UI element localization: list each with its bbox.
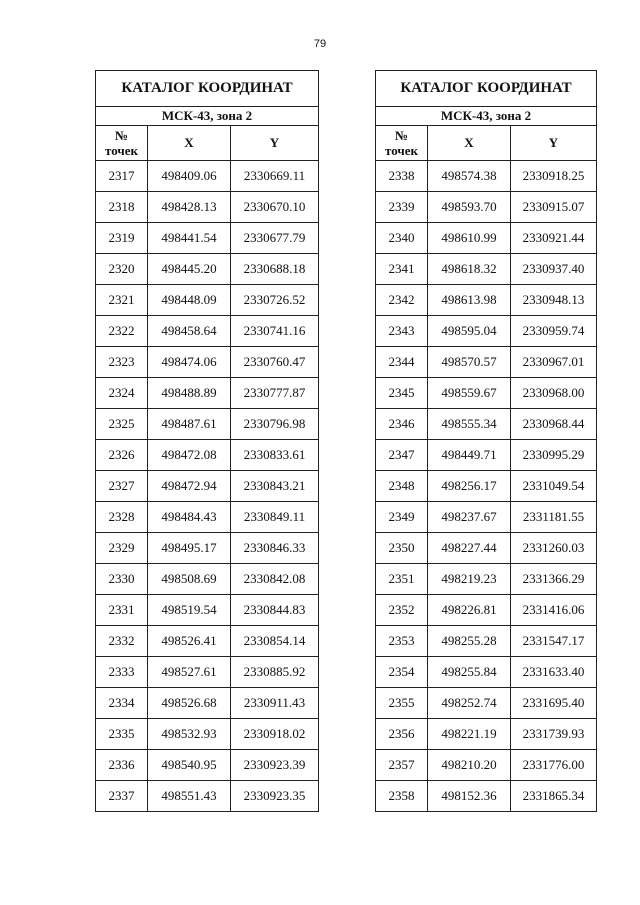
- y-coordinate-cell: 2330760.47: [231, 347, 319, 378]
- table-row: [376, 657, 597, 688]
- table-row: [96, 688, 319, 719]
- point-number-cell: 2329: [96, 533, 148, 564]
- table-row: [96, 471, 319, 502]
- y-coordinate-cell: 2330842.08: [231, 564, 319, 595]
- point-number-cell: 2319: [96, 223, 148, 254]
- table-row: [96, 161, 319, 192]
- catalog-title: КАТАЛОГ КООРДИНАТ: [96, 71, 319, 107]
- y-coordinate-cell: 2331416.06: [511, 595, 597, 626]
- y-coordinate-cell: 2330677.79: [231, 223, 319, 254]
- table-row: [376, 254, 597, 285]
- x-coordinate-cell: 498526.68: [148, 688, 231, 719]
- y-coordinate-cell: 2331695.40: [511, 688, 597, 719]
- y-coordinate-cell: 2330968.44: [511, 409, 597, 440]
- table-row: [96, 223, 319, 254]
- x-coordinate-cell: 498532.93: [148, 719, 231, 750]
- point-number-cell: 2324: [96, 378, 148, 409]
- y-coordinate-cell: 2330670.10: [231, 192, 319, 223]
- point-number-cell: 2335: [96, 719, 148, 750]
- table-row: [376, 316, 597, 347]
- point-number-cell: 2342: [376, 285, 428, 316]
- point-number-cell: 2328: [96, 502, 148, 533]
- point-number-cell: 2334: [96, 688, 148, 719]
- point-number-cell: 2331: [96, 595, 148, 626]
- y-coordinate-cell: 2330923.35: [231, 781, 319, 812]
- table-row: [376, 409, 597, 440]
- table-row: [96, 626, 319, 657]
- y-coordinate-cell: 2330726.52: [231, 285, 319, 316]
- point-number-cell: 2356: [376, 719, 428, 750]
- y-coordinate-cell: 2330968.00: [511, 378, 597, 409]
- table-row: [96, 533, 319, 564]
- point-number-cell: 2344: [376, 347, 428, 378]
- y-header: Y: [231, 126, 319, 161]
- x-coordinate-cell: 498527.61: [148, 657, 231, 688]
- point-number-cell: 2332: [96, 626, 148, 657]
- table-row: [376, 347, 597, 378]
- point-number-cell: 2346: [376, 409, 428, 440]
- point-number-cell: 2345: [376, 378, 428, 409]
- point-number-cell: 2354: [376, 657, 428, 688]
- x-coordinate-cell: 498488.89: [148, 378, 231, 409]
- x-coordinate-cell: 498255.84: [428, 657, 511, 688]
- y-coordinate-cell: 2331049.54: [511, 471, 597, 502]
- point-number-cell: 2321: [96, 285, 148, 316]
- y-coordinate-cell: 2330918.25: [511, 161, 597, 192]
- catalog-body: [96, 161, 319, 812]
- point-number-cell: 2347: [376, 440, 428, 471]
- table-row: [96, 781, 319, 812]
- page-number: 79: [313, 38, 327, 50]
- x-coordinate-cell: 498519.54: [148, 595, 231, 626]
- point-number-cell: 2351: [376, 564, 428, 595]
- y-coordinate-cell: 2330918.02: [231, 719, 319, 750]
- x-coordinate-cell: 498474.06: [148, 347, 231, 378]
- y-coordinate-cell: 2330777.87: [231, 378, 319, 409]
- point-number-cell: 2350: [376, 533, 428, 564]
- point-number-cell: 2318: [96, 192, 148, 223]
- point-number-cell: 2323: [96, 347, 148, 378]
- y-coordinate-cell: 2330688.18: [231, 254, 319, 285]
- point-number-cell: 2320: [96, 254, 148, 285]
- table-row: [376, 688, 597, 719]
- x-coordinate-cell: 498495.17: [148, 533, 231, 564]
- point-number-symbol: №: [114, 128, 129, 143]
- table-row: [96, 719, 319, 750]
- y-coordinate-cell: 2331865.34: [511, 781, 597, 812]
- y-coordinate-cell: 2330948.13: [511, 285, 597, 316]
- x-coordinate-cell: 498441.54: [148, 223, 231, 254]
- y-header: Y: [511, 126, 597, 161]
- table-row: [376, 626, 597, 657]
- x-coordinate-cell: 498409.06: [148, 161, 231, 192]
- x-coordinate-cell: 498574.38: [428, 161, 511, 192]
- table-row: [376, 750, 597, 781]
- table-row: [376, 192, 597, 223]
- x-coordinate-cell: 498484.43: [148, 502, 231, 533]
- y-coordinate-cell: 2331181.55: [511, 502, 597, 533]
- point-number-cell: 2349: [376, 502, 428, 533]
- y-coordinate-cell: 2330849.11: [231, 502, 319, 533]
- point-number-cell: 2358: [376, 781, 428, 812]
- point-number-cell: 2336: [96, 750, 148, 781]
- table-row: [376, 502, 597, 533]
- x-header: X: [428, 126, 511, 161]
- x-coordinate-cell: 498445.20: [148, 254, 231, 285]
- y-coordinate-cell: 2331633.40: [511, 657, 597, 688]
- y-coordinate-cell: 2331776.00: [511, 750, 597, 781]
- table-row: [376, 285, 597, 316]
- x-coordinate-cell: 498595.04: [428, 316, 511, 347]
- y-coordinate-cell: 2330921.44: [511, 223, 597, 254]
- table-row: [96, 657, 319, 688]
- x-coordinate-cell: 498226.81: [428, 595, 511, 626]
- x-coordinate-cell: 498570.57: [428, 347, 511, 378]
- coordinate-catalog-left: [95, 70, 319, 812]
- table-row: [96, 750, 319, 781]
- point-number-cell: 2326: [96, 440, 148, 471]
- table-row: [96, 595, 319, 626]
- table-row: [96, 409, 319, 440]
- table-row: [376, 223, 597, 254]
- x-coordinate-cell: 498487.61: [148, 409, 231, 440]
- point-number-cell: 2333: [96, 657, 148, 688]
- catalog-body: [376, 161, 597, 812]
- table-row: [376, 533, 597, 564]
- table-row: [96, 564, 319, 595]
- x-coordinate-cell: 498255.28: [428, 626, 511, 657]
- x-coordinate-cell: 498221.19: [428, 719, 511, 750]
- y-coordinate-cell: 2330967.01: [511, 347, 597, 378]
- point-number-cell: 2353: [376, 626, 428, 657]
- table-row: [96, 378, 319, 409]
- y-coordinate-cell: 2331366.29: [511, 564, 597, 595]
- y-coordinate-cell: 2330911.43: [231, 688, 319, 719]
- x-coordinate-cell: 498256.17: [428, 471, 511, 502]
- point-number-cell: 2327: [96, 471, 148, 502]
- point-number-cell: 2341: [376, 254, 428, 285]
- y-coordinate-cell: 2330669.11: [231, 161, 319, 192]
- x-coordinate-cell: 498227.44: [428, 533, 511, 564]
- table-row: [96, 347, 319, 378]
- x-coordinate-cell: 498610.99: [428, 223, 511, 254]
- x-coordinate-cell: 498613.98: [428, 285, 511, 316]
- x-coordinate-cell: 498551.43: [148, 781, 231, 812]
- x-coordinate-cell: 498559.67: [428, 378, 511, 409]
- x-coordinate-cell: 498449.71: [428, 440, 511, 471]
- y-coordinate-cell: 2330885.92: [231, 657, 319, 688]
- x-header: X: [148, 126, 231, 161]
- y-coordinate-cell: 2330915.07: [511, 192, 597, 223]
- x-coordinate-cell: 498472.08: [148, 440, 231, 471]
- point-number-cell: 2338: [376, 161, 428, 192]
- point-number-cell: 2355: [376, 688, 428, 719]
- y-coordinate-cell: 2330796.98: [231, 409, 319, 440]
- table-row: [96, 192, 319, 223]
- table-row: [96, 285, 319, 316]
- point-number-cell: 2348: [376, 471, 428, 502]
- x-coordinate-cell: 498458.64: [148, 316, 231, 347]
- y-coordinate-cell: 2330854.14: [231, 626, 319, 657]
- coordinate-catalog-right: [375, 70, 597, 812]
- point-number-header: [96, 126, 148, 161]
- y-coordinate-cell: 2330843.21: [231, 471, 319, 502]
- x-coordinate-cell: 498210.20: [428, 750, 511, 781]
- y-coordinate-cell: 2331739.93: [511, 719, 597, 750]
- point-number-cell: 2357: [376, 750, 428, 781]
- y-coordinate-cell: 2331547.17: [511, 626, 597, 657]
- y-coordinate-cell: 2330741.16: [231, 316, 319, 347]
- point-number-cell: 2343: [376, 316, 428, 347]
- table-row: [376, 595, 597, 626]
- x-coordinate-cell: 498448.09: [148, 285, 231, 316]
- x-coordinate-cell: 498252.74: [428, 688, 511, 719]
- point-number-cell: 2337: [96, 781, 148, 812]
- point-number-cell: 2339: [376, 192, 428, 223]
- x-coordinate-cell: 498219.23: [428, 564, 511, 595]
- table-row: [376, 440, 597, 471]
- x-coordinate-cell: 498237.67: [428, 502, 511, 533]
- point-number-cell: 2322: [96, 316, 148, 347]
- x-coordinate-cell: 498428.13: [148, 192, 231, 223]
- catalog-subtitle: МСК-43, зона 2: [96, 107, 319, 126]
- x-coordinate-cell: 498152.36: [428, 781, 511, 812]
- table-row: [96, 440, 319, 471]
- table-row: [376, 378, 597, 409]
- table-row: [96, 254, 319, 285]
- y-coordinate-cell: 2330844.83: [231, 595, 319, 626]
- point-number-cell: 2340: [376, 223, 428, 254]
- y-coordinate-cell: 2330995.29: [511, 440, 597, 471]
- point-number-label: точек: [385, 143, 418, 158]
- table-row: [96, 502, 319, 533]
- y-coordinate-cell: 2330937.40: [511, 254, 597, 285]
- table-row: [376, 564, 597, 595]
- y-coordinate-cell: 2330959.74: [511, 316, 597, 347]
- point-number-cell: 2352: [376, 595, 428, 626]
- y-coordinate-cell: 2330833.61: [231, 440, 319, 471]
- x-coordinate-cell: 498618.32: [428, 254, 511, 285]
- x-coordinate-cell: 498593.70: [428, 192, 511, 223]
- x-coordinate-cell: 498526.41: [148, 626, 231, 657]
- x-coordinate-cell: 498508.69: [148, 564, 231, 595]
- point-number-cell: 2317: [96, 161, 148, 192]
- point-number-label: точек: [105, 143, 138, 158]
- catalog-title: КАТАЛОГ КООРДИНАТ: [376, 71, 597, 107]
- x-coordinate-cell: 498472.94: [148, 471, 231, 502]
- point-number-cell: 2325: [96, 409, 148, 440]
- table-row: [376, 471, 597, 502]
- table-row: [376, 781, 597, 812]
- table-row: [96, 316, 319, 347]
- y-coordinate-cell: 2330923.39: [231, 750, 319, 781]
- catalog-subtitle: МСК-43, зона 2: [376, 107, 597, 126]
- x-coordinate-cell: 498540.95: [148, 750, 231, 781]
- point-number-header: [376, 126, 428, 161]
- table-row: [376, 719, 597, 750]
- point-number-cell: 2330: [96, 564, 148, 595]
- point-number-symbol: №: [394, 128, 409, 143]
- y-coordinate-cell: 2331260.03: [511, 533, 597, 564]
- x-coordinate-cell: 498555.34: [428, 409, 511, 440]
- table-row: [376, 161, 597, 192]
- y-coordinate-cell: 2330846.33: [231, 533, 319, 564]
